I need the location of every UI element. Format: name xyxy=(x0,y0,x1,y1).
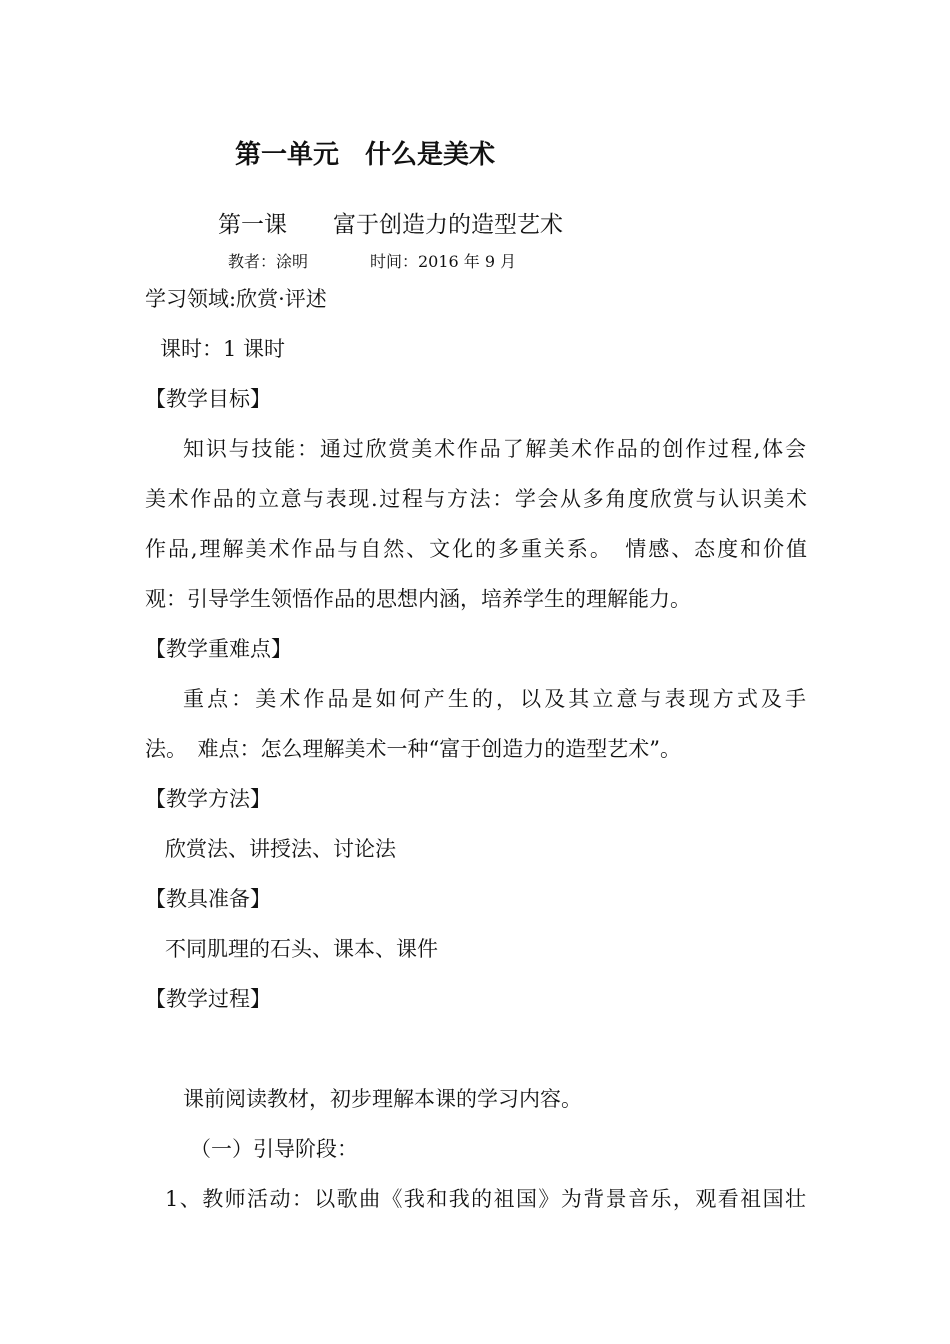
process-stage-1: （一）引导阶段： xyxy=(190,1137,358,1161)
tools-text: 不同肌理的石头、课本、课件 xyxy=(165,937,438,961)
teacher-name: 教者：涂明 xyxy=(228,252,309,271)
section-heading-tools: 【教具准备】 xyxy=(145,887,271,911)
methods-text: 欣赏法、讲授法、讨论法 xyxy=(165,837,396,861)
lesson-time: 时间：2016 年 9 月 xyxy=(370,252,517,271)
goals-line-3: 作品,理解美术作品与自然、文化的多重关系。 情感、态度和价值 xyxy=(145,537,807,561)
keypoints-line-1: 重点：美术作品是如何产生的，以及其立意与表现方式及手 xyxy=(183,687,806,711)
process-item-1: 1、教师活动：以歌曲《我和我的祖国》为背景音乐，观看祖国壮 xyxy=(165,1187,806,1211)
process-intro: 课前阅读教材，初步理解本课的学习内容。 xyxy=(183,1087,582,1111)
section-heading-goals: 【教学目标】 xyxy=(145,387,271,411)
learning-domain: 学习领域:欣赏·评述 xyxy=(145,287,327,311)
goals-line-4: 观：引导学生领悟作品的思想内涵，培养学生的理解能力。 xyxy=(145,587,691,611)
goals-line-1: 知识与技能：通过欣赏美术作品了解美术作品的创作过程,体会 xyxy=(183,437,806,461)
goals-line-2: 美术作品的立意与表现.过程与方法：学会从多角度欣赏与认识美术 xyxy=(145,487,807,511)
section-heading-methods: 【教学方法】 xyxy=(145,787,271,811)
keypoints-line-2: 法。 难点：怎么理解美术一种“富于创造力的造型艺术”。 xyxy=(145,737,681,761)
unit-title: 第一单元 什么是美术 xyxy=(235,140,496,170)
lesson-title: 第一课 富于创造力的造型艺术 xyxy=(218,212,563,238)
section-heading-keypoints: 【教学重难点】 xyxy=(145,637,292,661)
section-heading-process: 【教学过程】 xyxy=(145,987,271,1011)
class-period: 课时：1 课时 xyxy=(160,337,286,361)
